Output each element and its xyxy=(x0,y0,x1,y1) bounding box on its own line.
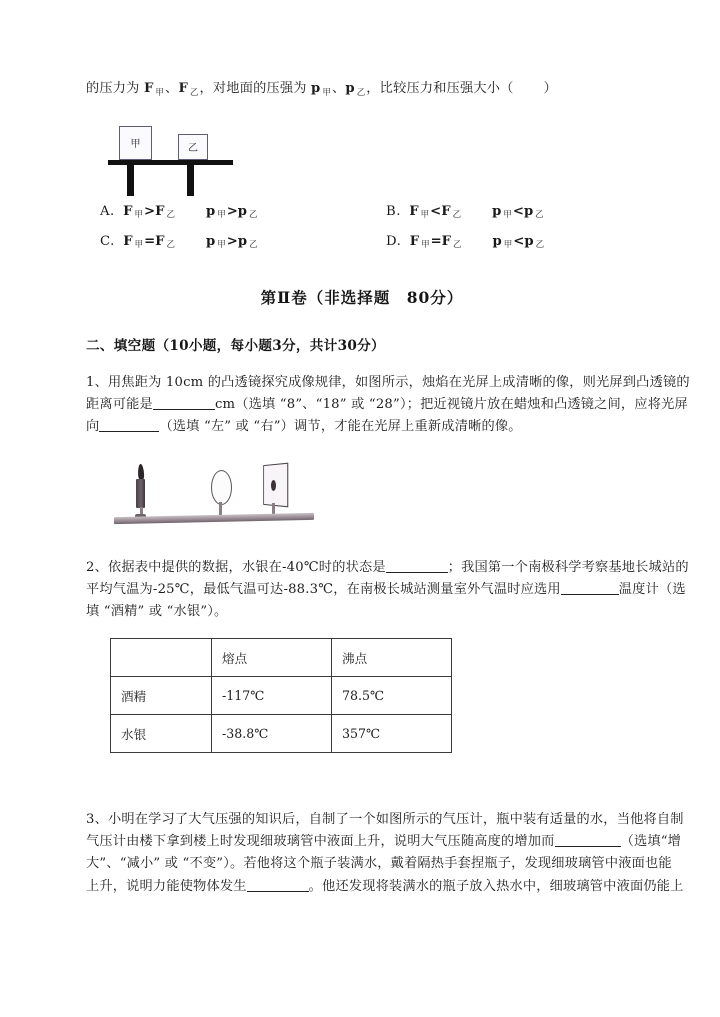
choice-d[interactable] xyxy=(386,234,545,251)
choice-c-force-sub1: 甲 xyxy=(134,240,144,251)
choice-a-force-rel: > xyxy=(144,203,156,219)
table-cell-melting: -38.8℃ xyxy=(212,714,332,752)
choice-b-force-2: F xyxy=(441,203,451,219)
choice-list xyxy=(86,204,638,264)
choice-d-pressure-sub1: 甲 xyxy=(503,240,513,251)
choice-d-pressure-2: p xyxy=(524,233,534,249)
question-3-line-2b: （选填“增 xyxy=(620,833,682,849)
choice-b-pressure-rel: < xyxy=(512,203,524,219)
question-3-line-2a: 气压计由楼下拿到楼上时发现细玻璃管中液面上升，说明大气压随高度的增加而 xyxy=(86,833,555,849)
choice-c-pressure-rel: > xyxy=(226,233,238,249)
stem-force-symbol: F xyxy=(143,81,154,96)
question-1-line-3 xyxy=(86,416,638,438)
choice-c-force-rel: = xyxy=(144,233,156,249)
table-leg-left xyxy=(127,165,134,196)
choice-d-force: F xyxy=(409,233,420,249)
answer-blank[interactable] xyxy=(153,409,215,410)
question-1-line-2b: cm（选填 “8”、“18” 或 “28”）；把近视镜片放在蜡烛和凸透镜之间，应将光屏 xyxy=(214,397,688,413)
choice-a-pressure-sub1: 甲 xyxy=(217,210,226,221)
choice-d-force-sub1: 甲 xyxy=(421,240,430,251)
question-3-line-2 xyxy=(86,831,682,853)
block-jia-label: 甲 xyxy=(130,139,141,151)
choice-a-pressure: p xyxy=(205,203,216,219)
choice-a-force-sub2: 乙 xyxy=(166,210,175,221)
block-yi xyxy=(178,134,208,160)
choice-b-pressure: p xyxy=(492,203,502,219)
choice-c[interactable] xyxy=(100,234,259,251)
question-3 xyxy=(86,809,684,898)
section-title: 第Ⅱ卷（非选择题 80分） xyxy=(260,287,464,307)
choice-c-pressure-sub2: 乙 xyxy=(249,240,258,251)
choice-b-force-sub1: 甲 xyxy=(420,210,430,221)
question-1-line-2 xyxy=(86,394,688,416)
choice-row-cd xyxy=(86,234,638,264)
table-header-cell-0 xyxy=(111,638,212,676)
choice-a-label: A. xyxy=(100,203,115,219)
choice-b-force-rel: < xyxy=(430,203,442,219)
table-cell-substance: 水银 xyxy=(111,714,212,752)
choice-a-force-2: F xyxy=(155,203,165,219)
question-3-line-1: 3、小明在学习了大气压强的知识后，自制了一个如图所示的气压计，瓶中装有适量的水，当他将自制 xyxy=(86,811,684,827)
choice-c-pressure: p xyxy=(206,233,216,249)
question-3-line-4 xyxy=(86,876,684,898)
question-3-line-3: 大”、“减小” 或 “不变”）。若他将这个瓶子装满水，戴着隔热手套捏瓶子，发现细玻璃管中液面也能 xyxy=(86,856,672,872)
answer-blank[interactable] xyxy=(99,431,159,432)
choice-b-force: F xyxy=(409,203,419,219)
table-cell-boiling: 357℃ xyxy=(332,714,452,752)
answer-blank[interactable] xyxy=(555,846,621,847)
answer-blank[interactable] xyxy=(561,594,619,595)
question-2-line-1a: 2、依据表中提供的数据，水银在-40℃时的状态是 xyxy=(86,559,386,575)
choice-d-label: D. xyxy=(386,233,402,249)
question-1 xyxy=(86,372,690,539)
stem-sub-jia-2: 甲 xyxy=(322,87,331,98)
choice-a-pressure-rel: > xyxy=(226,203,238,219)
choice-d-pressure-sub2: 乙 xyxy=(535,240,545,251)
block-yi-label: 乙 xyxy=(188,143,198,155)
stem-sub-jia: 甲 xyxy=(155,87,165,98)
question-3-line-4b: 。他还发现将装满水的瓶子放入热水中，细玻璃管中液面仍能上 xyxy=(308,878,684,894)
question-1-line-3b: （选填 “左” 或 “右”）调节，才能在光屏上重新成清晰的像。 xyxy=(159,419,522,435)
candle-body xyxy=(136,479,145,508)
question-1-line-3a: 向 xyxy=(86,419,100,435)
choice-b-pressure-sub2: 乙 xyxy=(535,210,544,221)
choice-a-force-sub1: 甲 xyxy=(134,210,143,221)
choice-c-force: F xyxy=(123,233,133,249)
question-2-line-2 xyxy=(86,579,686,601)
stem-mid: ，对地面的压强为 xyxy=(199,81,312,96)
stem-sub-yi-2: 乙 xyxy=(356,87,366,98)
question-2-line-2b: 温度计（选 xyxy=(618,582,686,598)
table-row xyxy=(111,714,452,752)
screen-image-spot xyxy=(271,480,276,491)
table-cell-substance: 酒精 xyxy=(111,676,212,714)
choice-b[interactable] xyxy=(386,204,545,221)
choice-a-pressure-2: p xyxy=(237,203,247,219)
choice-d-pressure: p xyxy=(492,233,502,249)
page-content xyxy=(86,78,690,898)
stem-force-symbol-2: F xyxy=(178,81,189,96)
table-leg-right xyxy=(187,165,194,196)
choice-c-force-sub2: 乙 xyxy=(166,240,176,251)
question-2-line-2a: 平均气温为-25℃，最低气温可达-88.3℃，在南极长城站测量室外气温时应选用 xyxy=(86,582,561,598)
question-2-line-3: 填 “酒精” 或 “水银”）。 xyxy=(86,604,228,620)
question-1-line-2a: 距离可能是 xyxy=(86,397,153,413)
choice-b-force-sub2: 乙 xyxy=(452,210,462,221)
question-2-line-1 xyxy=(86,557,689,579)
stem-sep-2: 、 xyxy=(331,81,346,96)
choice-c-force-2: F xyxy=(155,233,165,249)
question-2 xyxy=(86,557,689,753)
choice-row-ab xyxy=(86,204,638,234)
choice-d-force-sub2: 乙 xyxy=(453,240,462,251)
stem-pressure-symbol: p xyxy=(311,81,321,96)
figure-optical-bench xyxy=(114,457,334,539)
table-header-cell-1: 熔点 xyxy=(212,638,332,676)
question-3-line-4a: 上升，说明力能使物体发生 xyxy=(86,878,247,894)
choice-d-pressure-rel: < xyxy=(513,233,525,249)
question-1-line-1: 1、用焦距为 10cm 的凸透镜探究成像规律，如图所示，烛焰在光屏上成清晰的像，则光屏到凸透镜的 xyxy=(86,374,690,390)
table-header-cell-2: 沸点 xyxy=(332,638,452,676)
stem-end: ） xyxy=(543,81,557,96)
choice-a-pressure-sub2: 乙 xyxy=(249,210,258,221)
question-2-line-1b: ；我国第一个南极科学考察基地长城站的 xyxy=(447,559,689,575)
choice-b-label: B. xyxy=(386,203,401,219)
answer-blank[interactable] xyxy=(386,572,448,573)
stem-sub-yi: 乙 xyxy=(190,87,199,98)
melting-boiling-point-table xyxy=(110,638,452,753)
table-header-row xyxy=(111,638,452,676)
choice-d-force-rel: = xyxy=(430,233,442,249)
stem-suffix: ，比较压力和压强大小（ xyxy=(366,81,514,96)
convex-lens xyxy=(211,470,232,505)
stem-pressure-symbol-2: p xyxy=(345,81,355,96)
stem-sep: 、 xyxy=(165,81,179,96)
choice-a-force: F xyxy=(123,203,133,219)
choice-d-force-2: F xyxy=(441,233,452,249)
answer-blank[interactable] xyxy=(247,891,309,892)
stem-prefix: 的压力为 xyxy=(86,81,144,96)
choice-a[interactable] xyxy=(100,204,259,221)
table-row xyxy=(111,676,452,714)
table-cell-melting: -117℃ xyxy=(212,676,332,714)
block-jia xyxy=(119,126,152,160)
choice-b-pressure-2: p xyxy=(523,203,534,219)
choice-c-pressure-sub1: 甲 xyxy=(217,240,226,251)
question-stem xyxy=(86,78,638,104)
choice-c-label: C. xyxy=(100,233,115,249)
figure-blocks-on-table xyxy=(108,118,248,196)
table-cell-boiling: 78.5℃ xyxy=(332,676,452,714)
choice-c-pressure-2: p xyxy=(237,233,248,249)
choice-b-pressure-sub1: 甲 xyxy=(503,210,512,221)
subsection-title: 二、填空题（10小题，每小题3分，共计30分） xyxy=(86,337,385,354)
